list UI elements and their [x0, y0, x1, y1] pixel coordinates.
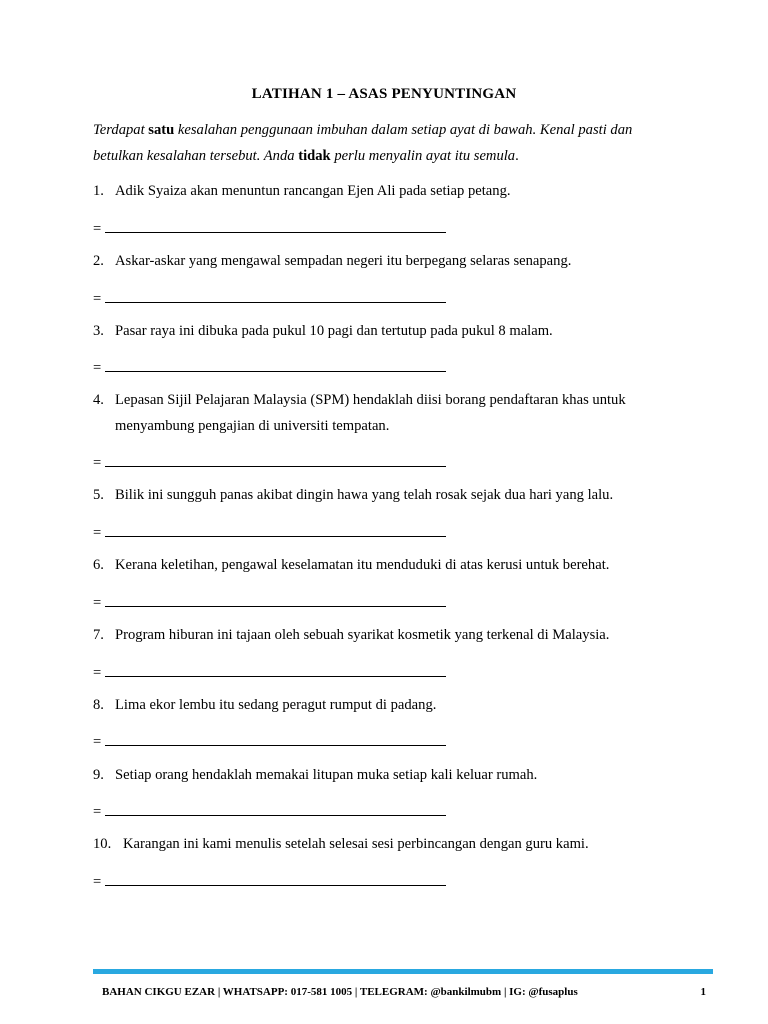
answer-blank[interactable] [105, 801, 446, 816]
question-text: Program hiburan ini tajaan oleh sebuah syarikat kosmetik yang terkenal di Malaysia. [115, 627, 610, 643]
answer-line-1[interactable] [93, 218, 446, 239]
worksheet-title: LATIHAN 1 – ASAS PENYUNTINGAN [251, 86, 517, 102]
answer-line-6[interactable] [93, 592, 446, 613]
equals-sign: = [93, 595, 102, 611]
question-text: Kerana keletihan, pengawal keselamatan itu menduduki di atas kerusi untuk berehat. [115, 557, 610, 573]
answer-blank[interactable] [105, 522, 446, 537]
page-number: 1 [700, 986, 706, 998]
question-number: 9. [93, 767, 104, 783]
question-text: Pasar raya ini dibuka pada pukul 10 pagi dan tertutup pada pukul 8 malam. [115, 323, 553, 339]
answer-blank[interactable] [105, 592, 446, 607]
equals-sign: = [93, 665, 102, 681]
answer-blank[interactable] [105, 731, 446, 746]
footer-credits: BAHAN CIKGU EZAR | WHATSAPP: 017-581 1005 | TELEGRAM: @bankilmubm | IG: @fusaplus [102, 986, 578, 998]
answer-line-5[interactable] [93, 522, 446, 543]
answer-line-2[interactable] [93, 288, 446, 309]
instructions-bold-satu: satu [148, 122, 175, 138]
equals-sign: = [93, 360, 102, 376]
answer-line-8[interactable] [93, 731, 446, 752]
question-text: Lima ekor lembu itu sedang peragut rumput di padang. [115, 697, 437, 713]
answer-blank[interactable] [105, 871, 446, 886]
equals-sign: = [93, 874, 102, 890]
question-number: 6. [93, 557, 104, 573]
equals-sign: = [93, 525, 102, 541]
question-text: Bilik ini sungguh panas akibat dingin hawa yang telah rosak sejak dua hari yang lalu. [115, 487, 614, 503]
footer [102, 986, 706, 998]
question-number: 5. [93, 487, 104, 503]
answer-blank[interactable] [105, 452, 446, 467]
answer-blank[interactable] [105, 218, 446, 233]
instructions-bold-tidak: tidak [298, 148, 331, 164]
answer-line-9[interactable] [93, 801, 446, 822]
question-number: 7. [93, 627, 104, 643]
answer-blank[interactable] [105, 662, 446, 677]
answer-line-4[interactable] [93, 452, 446, 473]
question-text: Lepasan Sijil Pelajaran Malaysia (SPM) hendaklah diisi borang pendaftaran khas untuk menyambung pengajian di universiti tempatan. [115, 392, 626, 434]
answer-blank[interactable] [105, 357, 446, 372]
instructions-text-3: perlu menyalin ayat itu semula [330, 148, 516, 164]
question-number: 10. [93, 836, 112, 852]
question-number: 2. [93, 253, 104, 269]
question-number: 3. [93, 323, 104, 339]
question-text: Askar-askar yang mengawal sempadan negeri itu berpegang selaras senapang. [115, 253, 572, 269]
answer-blank[interactable] [105, 288, 446, 303]
equals-sign: = [93, 734, 102, 750]
footer-divider-bar [93, 969, 713, 974]
instructions-text-1: Terdapat [93, 122, 149, 138]
answer-line-3[interactable] [93, 357, 446, 378]
instructions-text-2: kesalahan penggunaan imbuhan dalam setiap ayat di bawah. Kenal pasti dan betulkan kesalahan tersebut. Anda [93, 122, 633, 164]
instructions [93, 117, 683, 169]
equals-sign: = [93, 455, 102, 471]
question-text: Setiap orang hendaklah memakai litupan muka setiap kali keluar rumah. [115, 767, 538, 783]
question-number: 4. [93, 392, 104, 408]
question-number: 8. [93, 697, 104, 713]
equals-sign: = [93, 221, 102, 237]
question-text: Adik Syaiza akan menuntun rancangan Ejen Ali pada setiap petang. [115, 183, 511, 199]
equals-sign: = [93, 291, 102, 307]
instructions-period: . [515, 148, 519, 164]
answer-line-10[interactable] [93, 871, 446, 892]
answer-line-7[interactable] [93, 662, 446, 683]
question-number: 1. [93, 183, 104, 199]
equals-sign: = [93, 804, 102, 820]
question-text: Karangan ini kami menulis setelah selesai sesi perbincangan dengan guru kami. [123, 836, 589, 852]
